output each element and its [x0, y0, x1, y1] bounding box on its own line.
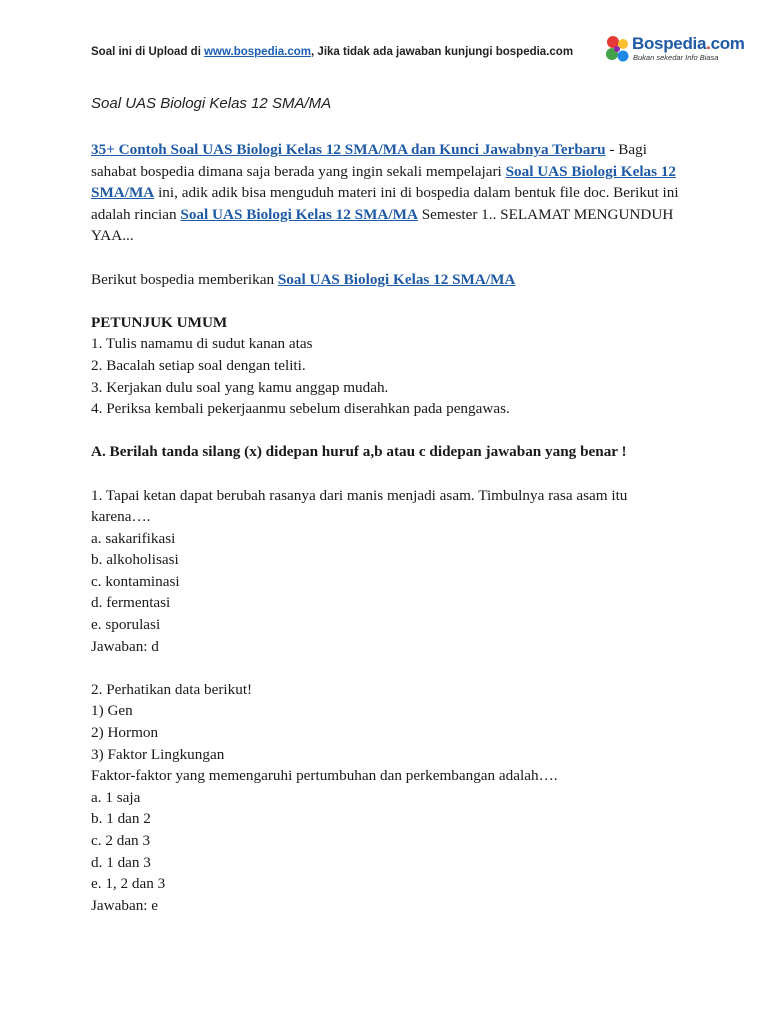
bospedia-link[interactable]: www.bospedia.com [204, 46, 312, 58]
intro2-paragraph [91, 269, 681, 291]
instruction-item: 1. Tulis namamu di sudut kanan atas [91, 335, 313, 353]
document-title: Soal UAS Biologi Kelas 12 SMA/MA [91, 95, 332, 112]
question-2-answer: Jawaban: e [91, 896, 159, 914]
bospedia-logo [604, 34, 744, 72]
question-2-data-item: 2) Hormon [91, 724, 159, 742]
question-1-answer: Jawaban: d [91, 637, 159, 655]
intro-text-2: ini, adik adik bisa menguduh materi ini di bospedia dalam bentuk file doc. Berikut ini adalah rincian [91, 184, 679, 223]
intro-paragraph [91, 139, 681, 247]
question-1-stem: 1. Tapai ketan dapat berubah rasanya dari manis menjadi asam. Timbulnya rasa asam itu karena…. [91, 486, 628, 526]
logo-tagline: Bukan sekedar Info Biasa [633, 53, 719, 62]
logo-dot: . [706, 34, 711, 53]
intro2-text: Berikut bospedia memberikan [91, 270, 278, 288]
question-2-data-item: 3) Faktor Lingkungan [91, 745, 225, 763]
question-2-option: b. 1 dan 2 [91, 810, 151, 828]
question-1-option: c. kontaminasi [91, 572, 180, 590]
instructions-heading: PETUNJUK UMUM [91, 313, 228, 331]
question-1-option: b. alkoholisasi [91, 551, 179, 569]
logo-tld: com [710, 34, 745, 53]
instruction-item: 2. Bacalah setiap soal dengan teliti. [91, 356, 306, 374]
upload-notice [91, 46, 651, 58]
question-2-option: e. 1, 2 dan 3 [91, 875, 166, 893]
bubbles-logo-icon [604, 34, 632, 68]
intro2-link[interactable]: Soal UAS Biologi Kelas 12 SMA/MA [277, 270, 516, 288]
intro-text-1: - Bagi sahabat bospedia dimana saja berada yang ingin sekali mempelajari [91, 141, 647, 180]
question-1-option: d. fermentasi [91, 594, 171, 612]
upload-notice-suffix: , Jika tidak ada jawaban kunjungi bospedia.com [311, 46, 574, 58]
question-2-prompt: Faktor-faktor yang memengaruhi pertumbuhan dan perkembangan adalah…. [91, 767, 558, 785]
intro-link-3[interactable]: Soal UAS Biologi Kelas 12 SMA/MA [180, 205, 418, 223]
logo-wordmark [632, 34, 745, 54]
intro-link-2[interactable]: Soal UAS Biologi Kelas 12 SMA/MA [91, 162, 677, 202]
instruction-item: 4. Periksa kembali pekerjaanmu sebelum diserahkan pada pengawas. [91, 400, 510, 418]
document-body [91, 139, 681, 916]
section-a-heading: A. Berilah tanda silang (x) didepan huruf a,b atau c didepan jawaban yang benar ! [91, 443, 627, 461]
intro-text-3: Semester 1.. SELAMAT MENGUNDUH YAA... [91, 205, 674, 245]
question-2-data-item: 1) Gen [91, 702, 133, 720]
intro-title-link[interactable]: 35+ Contoh Soal UAS Biologi Kelas 12 SMA/MA dan Kunci Jawabnya Terbaru [91, 141, 606, 158]
instruction-item: 3. Kerjakan dulu soal yang kamu anggap mudah. [91, 378, 389, 396]
question-2-option: a. 1 saja [91, 788, 141, 806]
question-1-option: a. sakarifikasi [91, 529, 176, 547]
question-2-option: d. 1 dan 3 [91, 853, 151, 871]
question-2-option: c. 2 dan 3 [91, 832, 151, 849]
upload-notice-prefix: Soal ini di Upload di [91, 46, 205, 58]
logo-name: Bospedia [632, 34, 707, 53]
question-2-stem: 2. Perhatikan data berikut! [91, 680, 253, 698]
question-1-option: e. sporulasi [91, 616, 161, 634]
